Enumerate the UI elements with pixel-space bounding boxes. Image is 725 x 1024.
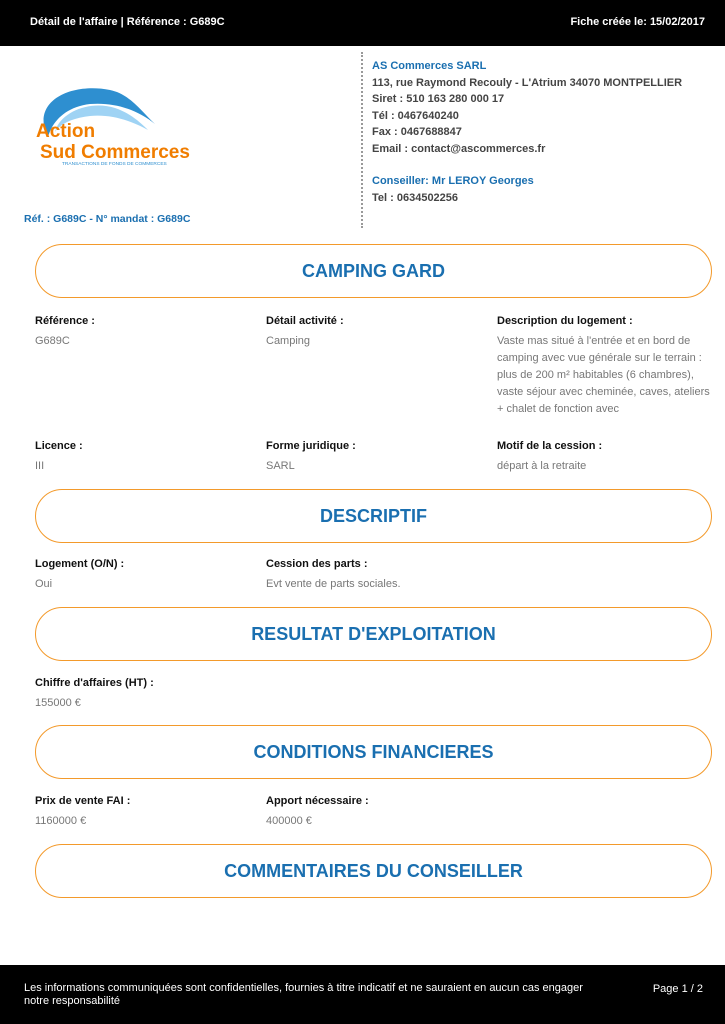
revenue-label: Chiffre d'affaires (HT) : <box>35 677 154 689</box>
section-title: RESULTAT D'EXPLOITATION <box>251 623 496 644</box>
share-transfer-label: Cession des parts : <box>266 558 368 570</box>
sale-reason-label: Motif de la cession : <box>497 440 603 452</box>
legal-form-value: SARL <box>266 460 295 472</box>
section-title: COMMENTAIRES DU CONSEILLER <box>224 860 523 881</box>
revenue-value: 155000 € <box>35 697 81 709</box>
required-contribution-value: 400000 € <box>266 815 312 827</box>
advisor-name: Conseiller: Mr LEROY Georges <box>372 175 534 187</box>
reference-value: G689C <box>35 335 70 347</box>
advisor-phone: Tel : 0634502256 <box>372 191 459 204</box>
divider <box>361 52 363 228</box>
section-title: DESCRIPTIF <box>319 505 427 526</box>
reference-label: Référence : <box>35 315 95 327</box>
section-title: CAMPING GARD <box>302 260 445 281</box>
share-transfer-value: Evt vente de parts sociales. <box>266 578 401 590</box>
housing-yn-value: Oui <box>35 578 53 590</box>
agency-fax: Fax : 0467688847 <box>372 126 462 138</box>
section-financial-conditions <box>35 725 712 779</box>
agency-phone: Tél : 0467640240 <box>372 109 459 122</box>
section-descriptif <box>35 489 712 543</box>
page-number: Page 1 / 2 <box>652 983 703 995</box>
activity-label: Détail activité : <box>266 315 344 327</box>
legal-form-label: Forme juridique : <box>266 440 356 452</box>
agency-address: 113, rue Raymond Recouly - L'Atrium 34070 MONTPELLIER <box>372 76 683 89</box>
creation-date: Fiche créée le: 15/02/2017 <box>570 16 705 28</box>
header-bar <box>0 0 725 46</box>
company-logo <box>30 82 200 172</box>
section-operating-result <box>35 607 712 661</box>
sale-price-label: Prix de vente FAI : <box>35 795 131 807</box>
footer-bar <box>0 965 725 1024</box>
svg-text:TRANSACTIONS DE FONDS DE COMME: TRANSACTIONS DE FONDS DE COMMERCES <box>62 162 167 167</box>
agency-name: AS Commerces SARL <box>372 60 487 72</box>
activity-value: Camping <box>266 335 311 347</box>
page-title: Détail de l'affaire | Référence : G689C <box>30 16 225 28</box>
housing-yn-label: Logement (O/N) : <box>35 558 125 570</box>
housing-description-value: Vaste mas situé à l'entrée et en bord de camping avec vue générale sur le terrain : plus de 200 m² habitables (6 chambres), vaste séjour avec cheminée, caves, ateliers + chalet de fonction avec <box>497 335 710 415</box>
sale-reason-value: départ à la retraite <box>497 460 587 472</box>
reference-mandate: Réf. : G689C - N° mandat : G689C <box>24 213 191 225</box>
svg-text:Action: Action <box>36 121 96 142</box>
sale-price-value: 1160000 € <box>35 815 87 827</box>
licence-label: Licence : <box>35 440 83 452</box>
housing-description-label: Description du logement : <box>497 315 633 327</box>
required-contribution-label: Apport nécessaire : <box>266 795 369 807</box>
disclaimer-text: Les informations communiquées sont confidentielles, fournies à titre indicatif et ne sauraient en aucun cas engager notre responsabilité <box>24 982 583 1007</box>
section-camping-gard <box>35 244 712 298</box>
svg-text:Sud Commerces: Sud Commerces <box>40 142 190 163</box>
section-advisor-comments <box>35 844 712 898</box>
agency-siret: Siret : 510 163 280 000 17 <box>372 93 505 105</box>
agency-email: Email : contact@ascommerces.fr <box>372 142 546 155</box>
licence-value: III <box>35 460 45 472</box>
agency-block <box>372 58 682 206</box>
section-title: CONDITIONS FINANCIERES <box>253 741 494 762</box>
